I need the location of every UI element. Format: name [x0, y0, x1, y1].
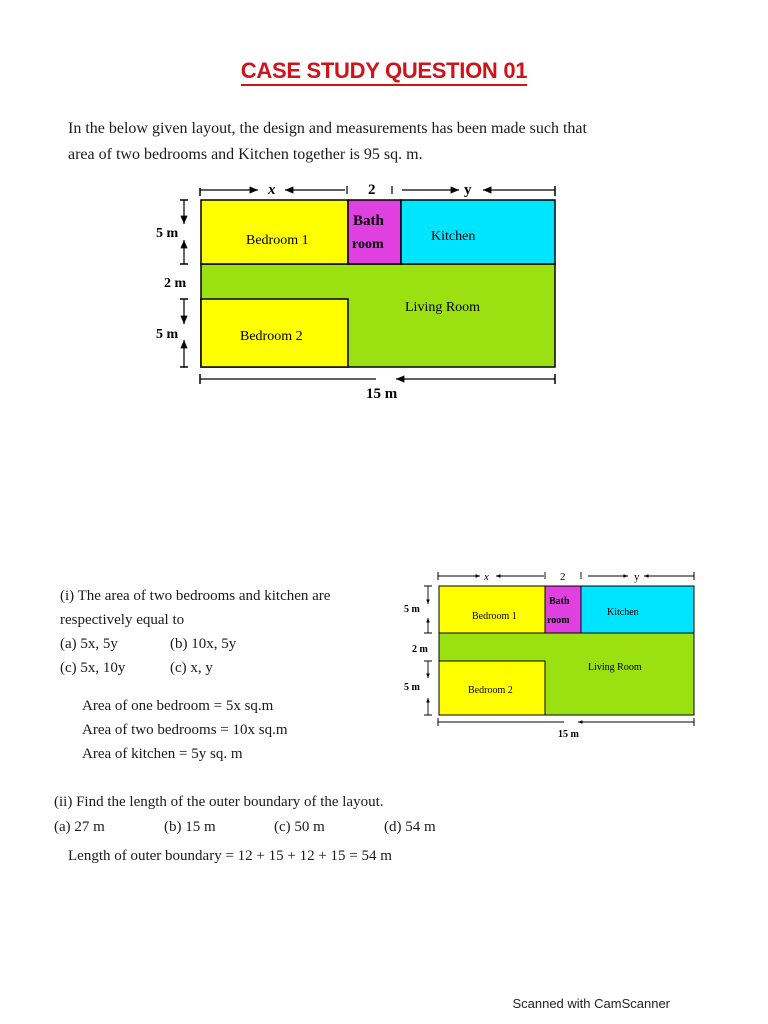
bath-label-1: Bath: [353, 213, 384, 229]
bedroom-1-area: [201, 200, 348, 264]
dim-5m-top-label: 5 m: [156, 226, 179, 241]
question-2: [54, 790, 436, 840]
dim-5m-bottom-label: 5 m: [156, 327, 179, 342]
q2-option-a: (a) 27 m: [54, 819, 105, 835]
dim-15m-label: 15 m: [366, 386, 398, 402]
intro-text: [68, 116, 708, 168]
question-1: [60, 584, 400, 680]
bathroom-area: [348, 200, 401, 264]
q1-option-b: (b) 10x, 5y: [170, 636, 237, 652]
dim-2-label: 2: [368, 182, 376, 198]
bedroom-2-label: Bedroom 2: [240, 329, 303, 344]
q2-answer: Length of outer boundary = 12 + 15 + 12 + 15 = 54 m: [68, 848, 392, 864]
floor-plan-small: [398, 566, 698, 746]
dim-2m-label: 2 m: [164, 276, 187, 291]
q2-option-d: (d) 54 m: [384, 819, 436, 835]
small-bedroom-2-label: Bedroom 2: [468, 685, 513, 696]
page-title: CASE STUDY QUESTION 01: [0, 58, 768, 84]
q1-solution-3: Area of kitchen = 5y sq. m: [82, 746, 243, 762]
q1-option-c: (c) 5x, 10y: [60, 660, 126, 676]
q1-text-2: respectively equal to: [60, 612, 185, 628]
q1-solution: [82, 694, 288, 766]
floor-plan-large: [140, 178, 570, 408]
scanner-watermark: Scanned with CamScanner: [512, 996, 670, 1011]
q1-option-a: (a) 5x, 5y: [60, 636, 118, 652]
small-dim-5m-top-label: 5 m: [404, 604, 420, 615]
q1-solution-2: Area of two bedrooms = 10x sq.m: [82, 722, 288, 738]
q2-option-b: (b) 15 m: [164, 819, 216, 835]
q2-text: (ii) Find the length of the outer boundary of the layout.: [54, 794, 384, 810]
small-dim-15m-label: 15 m: [558, 729, 579, 740]
intro-line-1: In the below given layout, the design and measurements has been made such that: [68, 120, 587, 137]
intro-line-2: area of two bedrooms and Kitchen together is 95 sq. m.: [68, 146, 423, 163]
q2-option-c: (c) 50 m: [274, 819, 325, 835]
small-bath-label-1: Bath: [549, 596, 570, 607]
small-bedroom-1-area: [439, 586, 545, 633]
living-room-label: Living Room: [405, 300, 481, 315]
bedroom-1-label: Bedroom 1: [246, 233, 309, 248]
kitchen-area: [401, 200, 555, 264]
small-dim-2-label: 2: [560, 571, 566, 583]
small-kitchen-label: Kitchen: [607, 607, 639, 618]
dim-y-label: y: [464, 182, 472, 198]
small-dim-x-label: x: [484, 571, 489, 583]
small-bedroom-1-label: Bedroom 1: [472, 611, 517, 622]
q1-solution-1: Area of one bedroom = 5x sq.m: [82, 698, 274, 714]
q1-options-row-1: [60, 632, 400, 656]
small-dim-2m-label: 2 m: [412, 644, 428, 655]
small-dim-y-label: y: [634, 571, 640, 583]
q1-option-d: (c) x, y: [170, 660, 213, 676]
q1-options-row-2: [60, 656, 400, 680]
small-dim-5m-bottom-label: 5 m: [404, 682, 420, 693]
q1-text-1: (i) The area of two bedrooms and kitchen are: [60, 588, 331, 604]
q2-options: [54, 815, 436, 840]
kitchen-label: Kitchen: [431, 229, 476, 244]
dim-x-label: x: [268, 182, 276, 198]
small-living-room-label: Living Room: [588, 662, 642, 673]
bath-label-2: room: [352, 237, 384, 252]
small-bath-label-2: room: [547, 615, 570, 626]
